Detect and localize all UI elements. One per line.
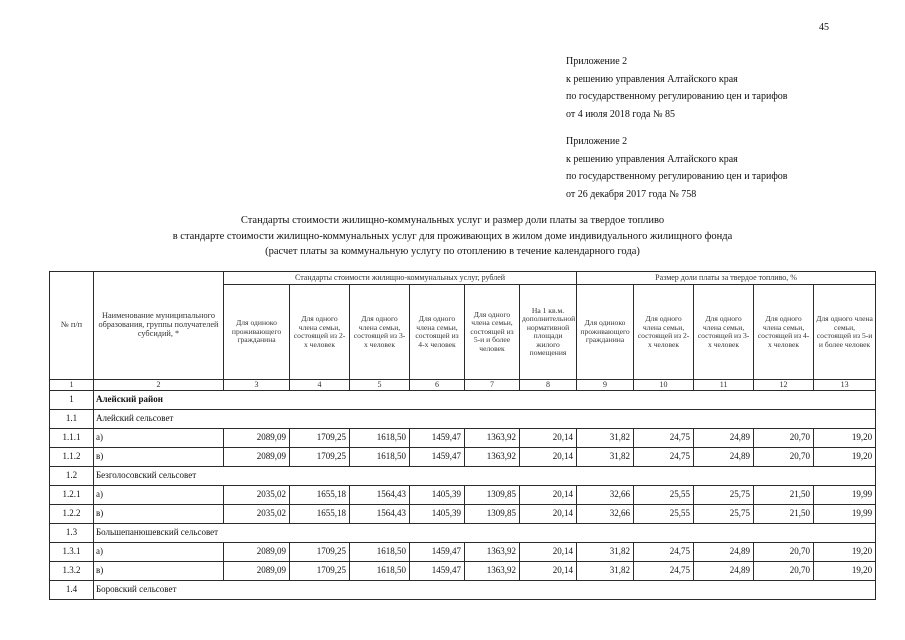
value-cell: 32,66 xyxy=(577,505,634,524)
value-cell: 1618,50 xyxy=(350,562,410,581)
recipient-group: а) xyxy=(94,543,224,562)
appendix-line: от 4 июля 2018 года № 85 xyxy=(566,108,676,120)
value-cell: 1618,50 xyxy=(350,448,410,467)
header-name: Наименование муниципального образования, группы получателей субсидий, * xyxy=(94,272,224,380)
value-cell: 20,70 xyxy=(754,429,814,448)
council-name: Боровский сельсовет xyxy=(94,581,876,600)
value-cell: 20,14 xyxy=(520,505,577,524)
header-col: Для одиноко проживающего гражданина xyxy=(577,285,634,380)
column-number: 3 xyxy=(224,380,290,391)
table-header xyxy=(50,272,876,391)
table-row xyxy=(50,543,876,562)
appendix-line: от 26 декабря 2017 года № 758 xyxy=(566,188,697,200)
column-number: 1 xyxy=(50,380,94,391)
header-col: На 1 кв.м. дополнительной нормативной площади жилого помещения xyxy=(520,285,577,380)
appendix-header-2017 xyxy=(566,133,788,203)
row-code: 1.1.2 xyxy=(50,448,94,467)
value-cell: 20,14 xyxy=(520,543,577,562)
value-cell: 21,50 xyxy=(754,505,814,524)
title-line: Стандарты стоимости жилищно-коммунальных услуг и размер доли платы за твердое топливо xyxy=(240,215,665,226)
row-code: 1.4 xyxy=(50,581,94,600)
header-col: Для одного члена семьи, состоящей из 2-х человек xyxy=(290,285,350,380)
value-cell: 24,75 xyxy=(634,448,694,467)
row-code: 1.2.2 xyxy=(50,505,94,524)
value-cell: 2089,09 xyxy=(224,543,290,562)
value-cell: 1363,92 xyxy=(465,448,520,467)
appendix-line: к решению управления Алтайского края xyxy=(566,73,738,85)
value-cell: 1309,85 xyxy=(465,505,520,524)
document-title xyxy=(0,213,905,260)
value-cell: 24,89 xyxy=(694,543,754,562)
value-cell: 24,75 xyxy=(634,562,694,581)
value-cell: 1618,50 xyxy=(350,429,410,448)
value-cell: 20,70 xyxy=(754,448,814,467)
value-cell: 19,20 xyxy=(814,562,876,581)
value-cell: 31,82 xyxy=(577,543,634,562)
value-cell: 24,75 xyxy=(634,543,694,562)
row-code: 1.3 xyxy=(50,524,94,543)
council-name: Алейский сельсовет xyxy=(94,410,876,429)
value-cell: 24,89 xyxy=(694,562,754,581)
value-cell: 2089,09 xyxy=(224,429,290,448)
district-name: Алейский район xyxy=(94,391,876,410)
row-code: 1.3.2 xyxy=(50,562,94,581)
recipient-group: а) xyxy=(94,486,224,505)
table-body xyxy=(50,391,876,600)
value-cell: 20,70 xyxy=(754,562,814,581)
row-code: 1.2.1 xyxy=(50,486,94,505)
value-cell: 1709,25 xyxy=(290,448,350,467)
value-cell: 20,14 xyxy=(520,448,577,467)
column-number: 7 xyxy=(465,380,520,391)
row-code: 1.2 xyxy=(50,467,94,486)
value-cell: 31,82 xyxy=(577,429,634,448)
value-cell: 31,82 xyxy=(577,562,634,581)
header-group-cost: Стандарты стоимости жилищно-коммунальных услуг, рублей xyxy=(224,272,577,285)
value-cell: 20,14 xyxy=(520,562,577,581)
appendix-header-2018 xyxy=(566,53,788,123)
value-cell: 1405,39 xyxy=(410,486,465,505)
value-cell: 25,75 xyxy=(694,486,754,505)
table-row xyxy=(50,581,876,600)
header-col: Для одного члена семьи, состоящей из 3-х человек xyxy=(350,285,410,380)
recipient-group: в) xyxy=(94,505,224,524)
value-cell: 24,89 xyxy=(694,429,754,448)
column-number: 11 xyxy=(694,380,754,391)
appendix-line: Приложение 2 xyxy=(566,136,628,147)
value-cell: 19,20 xyxy=(814,448,876,467)
table-row xyxy=(50,486,876,505)
value-cell: 21,50 xyxy=(754,486,814,505)
value-cell: 20,14 xyxy=(520,429,577,448)
column-number: 6 xyxy=(410,380,465,391)
value-cell: 2089,09 xyxy=(224,562,290,581)
column-number-row xyxy=(50,380,876,391)
appendix-line: Приложение 2 xyxy=(566,56,628,67)
value-cell: 1363,92 xyxy=(465,562,520,581)
value-cell: 1363,92 xyxy=(465,429,520,448)
value-cell: 19,99 xyxy=(814,486,876,505)
title-line: (расчет платы за коммунальную услугу по отоплению в течение календарного года) xyxy=(265,246,640,257)
value-cell: 1405,39 xyxy=(410,505,465,524)
value-cell: 19,20 xyxy=(814,543,876,562)
recipient-group: а) xyxy=(94,429,224,448)
recipient-group: в) xyxy=(94,562,224,581)
value-cell: 1709,25 xyxy=(290,429,350,448)
value-cell: 25,75 xyxy=(694,505,754,524)
row-code: 1.3.1 xyxy=(50,543,94,562)
header-col: Для одного члена семьи, состоящей из 2-х человек xyxy=(634,285,694,380)
value-cell: 1618,50 xyxy=(350,543,410,562)
value-cell: 24,89 xyxy=(694,448,754,467)
council-name: Безголосовский сельсовет xyxy=(94,467,876,486)
value-cell: 25,55 xyxy=(634,505,694,524)
row-code: 1.1 xyxy=(50,410,94,429)
council-name: Большепанюшевский сельсовет xyxy=(94,524,876,543)
page-number: 45 xyxy=(819,22,829,33)
row-code: 1.1.1 xyxy=(50,429,94,448)
header-group-share: Размер доли платы за твердое топливо, % xyxy=(577,272,876,285)
appendix-line: к решению управления Алтайского края xyxy=(566,153,738,165)
table-row xyxy=(50,505,876,524)
value-cell: 2089,09 xyxy=(224,448,290,467)
appendix-line: по государственному регулированию цен и тарифов xyxy=(566,91,788,102)
column-number: 5 xyxy=(350,380,410,391)
header-col: Для одного члена семьи, состоящей из 3-х человек xyxy=(694,285,754,380)
column-number: 8 xyxy=(520,380,577,391)
row-code: 1 xyxy=(50,391,94,410)
header-num: № п/п xyxy=(50,272,94,380)
table-row xyxy=(50,410,876,429)
value-cell: 1459,47 xyxy=(410,429,465,448)
value-cell: 31,82 xyxy=(577,448,634,467)
value-cell: 1459,47 xyxy=(410,562,465,581)
appendix-line: по государственному регулированию цен и тарифов xyxy=(566,171,788,182)
value-cell: 1655,18 xyxy=(290,486,350,505)
value-cell: 1709,25 xyxy=(290,543,350,562)
value-cell: 24,75 xyxy=(634,429,694,448)
title-line: в стандарте стоимости жилищно-коммунальных услуг для проживающих в жилом доме индивидуального жилищного фонда xyxy=(172,230,733,242)
table-row xyxy=(50,448,876,467)
header-col: Для одного члена семьи, состоящей из 4-х человек xyxy=(410,285,465,380)
value-cell: 1309,85 xyxy=(465,486,520,505)
column-number: 4 xyxy=(290,380,350,391)
value-cell: 1655,18 xyxy=(290,505,350,524)
value-cell: 1459,47 xyxy=(410,543,465,562)
table-row xyxy=(50,562,876,581)
value-cell: 1564,43 xyxy=(350,505,410,524)
value-cell: 1459,47 xyxy=(410,448,465,467)
column-number: 13 xyxy=(814,380,876,391)
column-number: 12 xyxy=(754,380,814,391)
value-cell: 1363,92 xyxy=(465,543,520,562)
column-number: 9 xyxy=(577,380,634,391)
value-cell: 25,55 xyxy=(634,486,694,505)
header-col: Для одного члена семьи, состоящей из 5-и и более человек xyxy=(814,285,876,380)
recipient-group: в) xyxy=(94,448,224,467)
value-cell: 19,20 xyxy=(814,429,876,448)
standards-table xyxy=(49,271,876,600)
table-row xyxy=(50,467,876,486)
value-cell: 2035,02 xyxy=(224,486,290,505)
column-number: 2 xyxy=(94,380,224,391)
header-col: Для одного члена семьи, состоящей из 5-и и более человек xyxy=(465,285,520,380)
header-col: Для одиноко проживающего гражданина xyxy=(224,285,290,380)
value-cell: 20,14 xyxy=(520,486,577,505)
value-cell: 19,99 xyxy=(814,505,876,524)
column-number: 10 xyxy=(634,380,694,391)
table-row xyxy=(50,524,876,543)
value-cell: 2035,02 xyxy=(224,505,290,524)
value-cell: 1564,43 xyxy=(350,486,410,505)
table-row xyxy=(50,391,876,410)
header-col: Для одного члена семьи, состоящей из 4-х человек xyxy=(754,285,814,380)
value-cell: 32,66 xyxy=(577,486,634,505)
value-cell: 1709,25 xyxy=(290,562,350,581)
value-cell: 20,70 xyxy=(754,543,814,562)
table-row xyxy=(50,429,876,448)
